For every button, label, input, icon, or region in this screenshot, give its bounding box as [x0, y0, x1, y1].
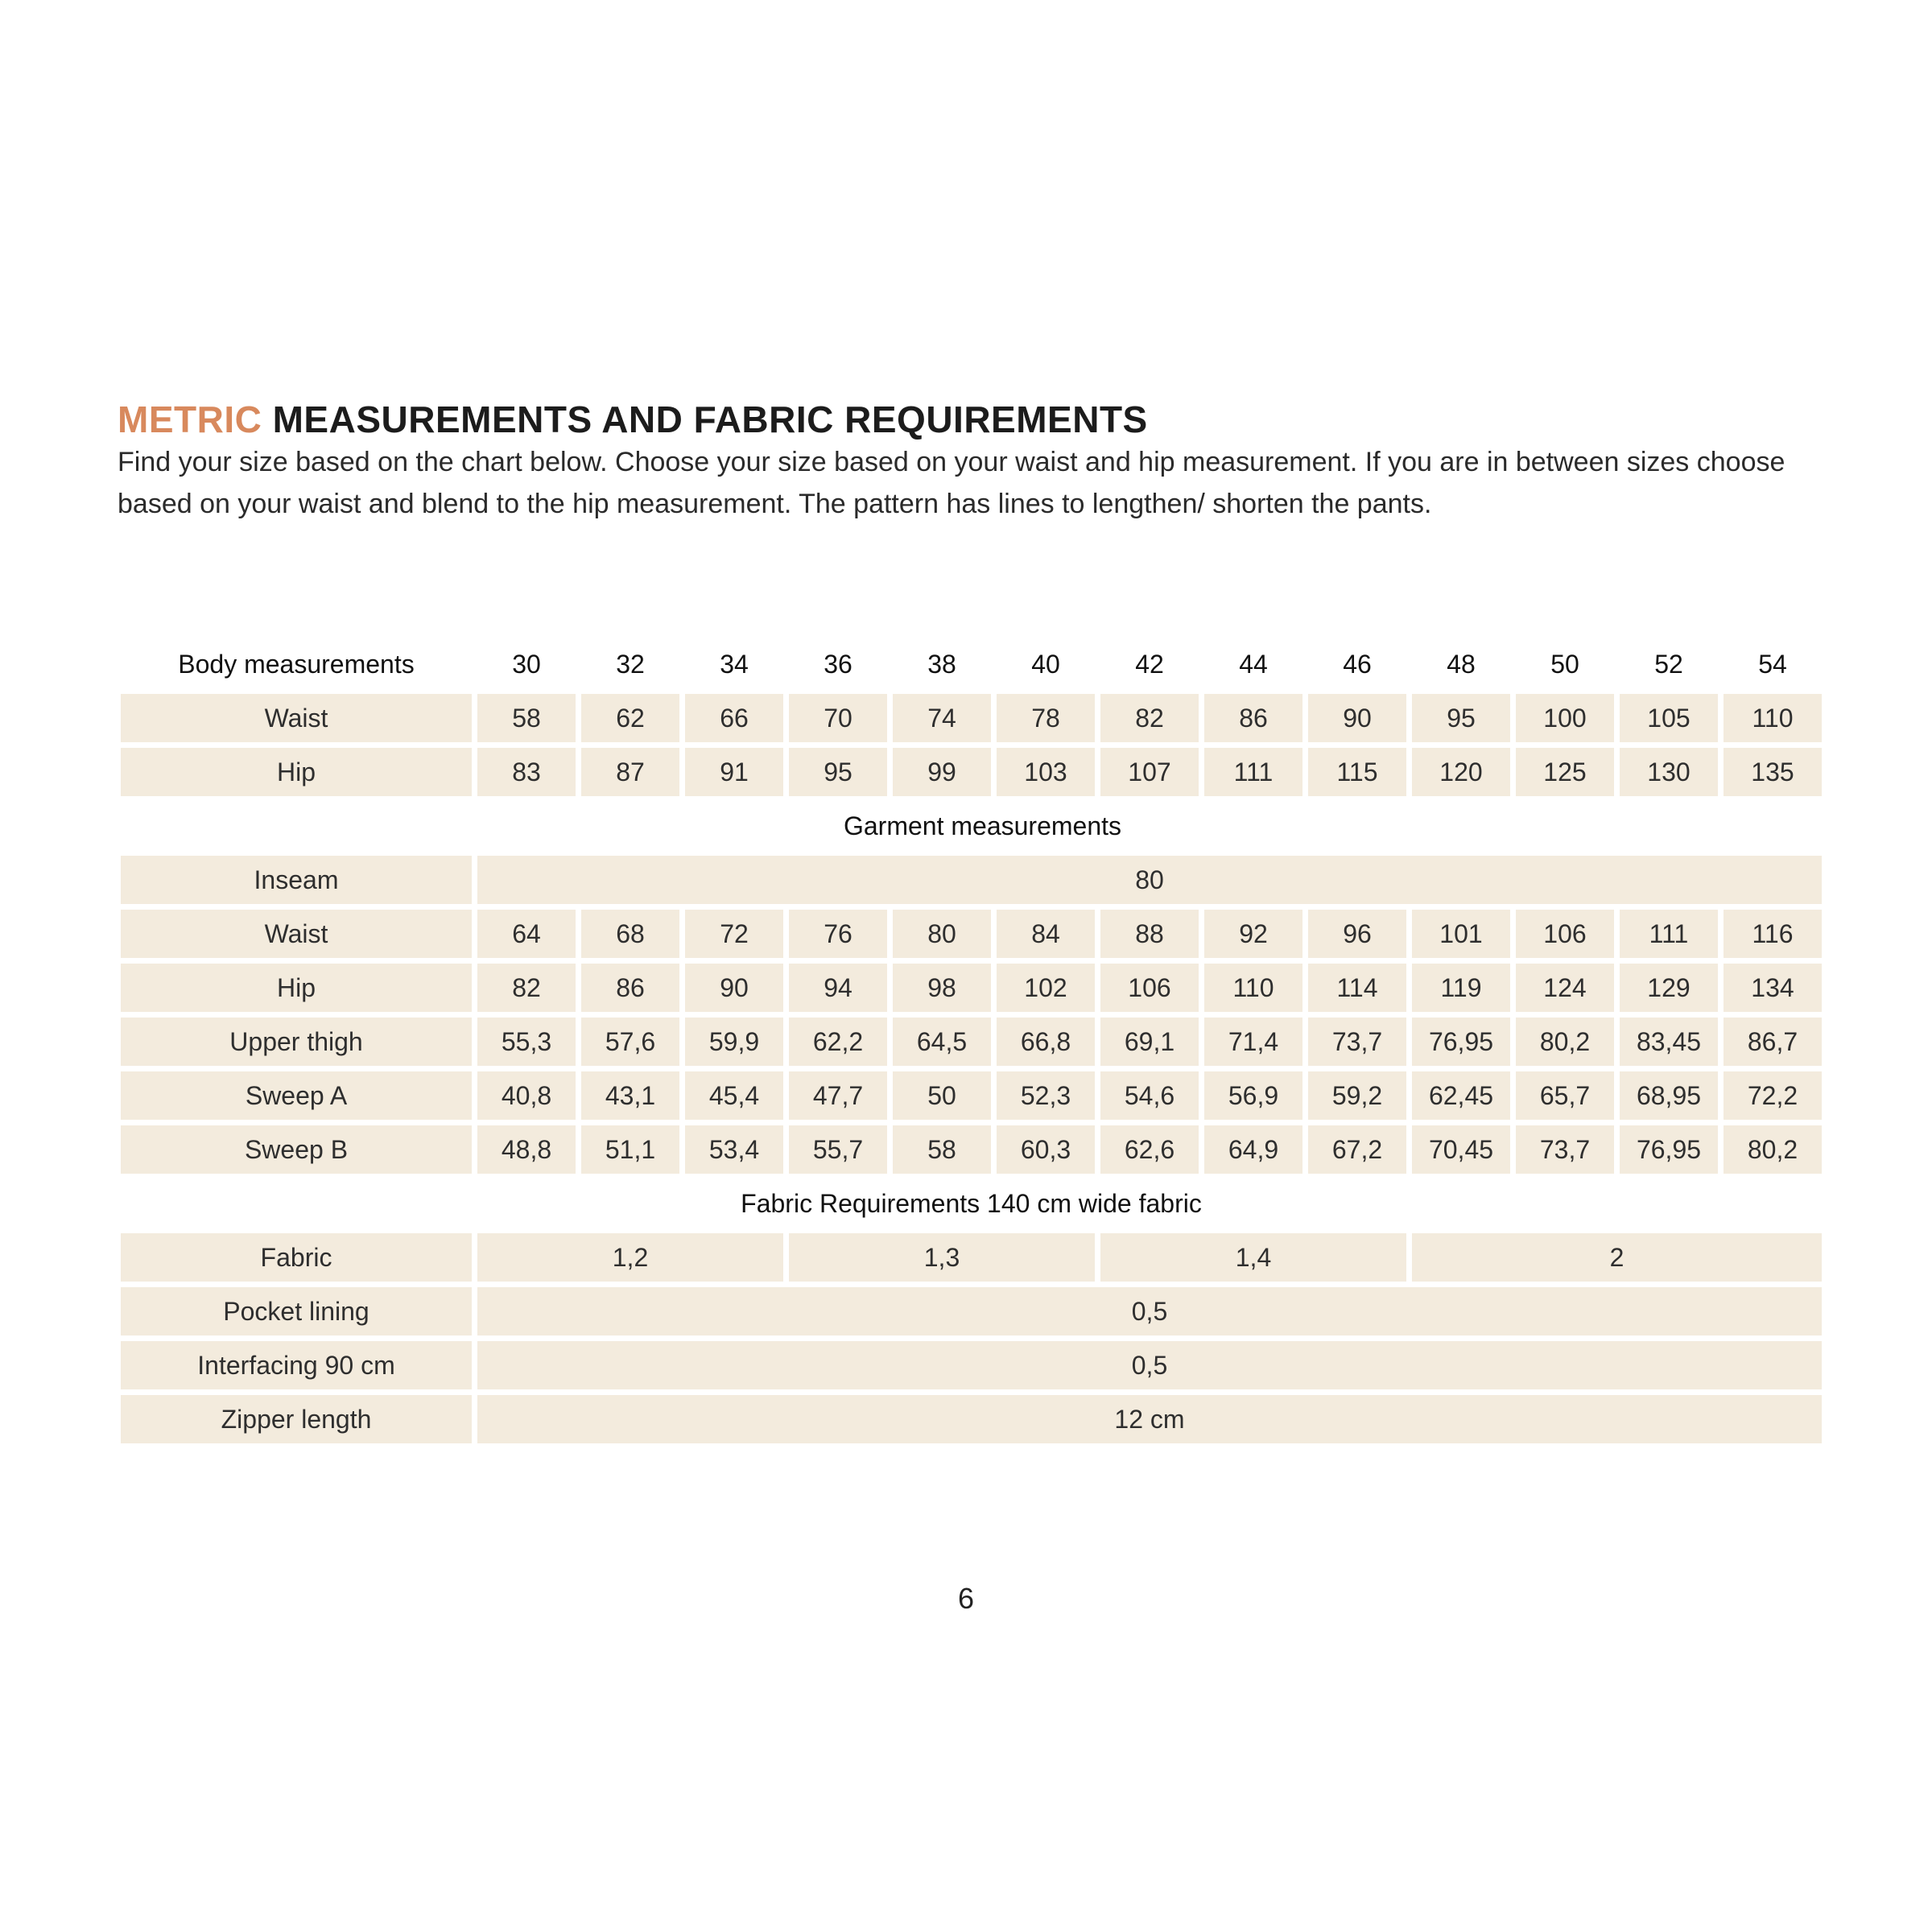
table-cell: 78 [997, 694, 1095, 742]
table-cell: 96 [1308, 910, 1406, 958]
table-cell: 102 [997, 964, 1095, 1012]
table-cell: 58 [477, 694, 576, 742]
table-cell: 64,5 [893, 1018, 991, 1066]
table-cell: 92 [1204, 910, 1302, 958]
table-cell: 68 [581, 910, 679, 958]
table-cell: 67,2 [1308, 1125, 1406, 1174]
body-row-hip [121, 748, 1822, 796]
table-cell: 82 [477, 964, 576, 1012]
table-cell: 135 [1724, 748, 1822, 796]
table-cell: 86 [581, 964, 679, 1012]
size-header: 46 [1343, 649, 1372, 679]
table-cell: 105 [1620, 694, 1718, 742]
row-label: Fabric [121, 1233, 472, 1282]
table-cell: 80,2 [1724, 1125, 1822, 1174]
section-title-body: Body measurements [178, 649, 415, 679]
row-label: Sweep B [121, 1125, 472, 1174]
table-cell: 80 [477, 856, 1822, 904]
table-cell: 69,1 [1100, 1018, 1199, 1066]
table-cell: 95 [1412, 694, 1510, 742]
table-cell: 53,4 [685, 1125, 783, 1174]
row-label: Hip [121, 964, 472, 1012]
title-rest: MEASUREMENTS AND FABRIC REQUIREMENTS [272, 398, 1148, 440]
table-cell: 82 [1100, 694, 1199, 742]
table-cell: 94 [789, 964, 887, 1012]
garment-row-hip [121, 964, 1822, 1012]
table-cell: 71,4 [1204, 1018, 1302, 1066]
size-header: 48 [1447, 649, 1476, 679]
table-cell: 40,8 [477, 1071, 576, 1120]
table-cell: 47,7 [789, 1071, 887, 1120]
table-cell: 72 [685, 910, 783, 958]
table-cell: 62,6 [1100, 1125, 1199, 1174]
size-header: 30 [512, 649, 541, 679]
table-cell: 74 [893, 694, 991, 742]
row-label: Interfacing 90 cm [121, 1341, 472, 1389]
page-title [118, 398, 1148, 441]
table-cell: 57,6 [581, 1018, 679, 1066]
table-cell: 100 [1516, 694, 1614, 742]
table-cell: 70 [789, 694, 887, 742]
table-cell: 64,9 [1204, 1125, 1302, 1174]
table-cell: 101 [1412, 910, 1510, 958]
table-cell: 59,9 [685, 1018, 783, 1066]
table-cell: 103 [997, 748, 1095, 796]
fabric-row-fabric [121, 1233, 1822, 1282]
table-cell: 0,5 [477, 1287, 1822, 1335]
section-title-fabric: Fabric Requirements 140 cm wide fabric [741, 1188, 1202, 1218]
table-cell: 70,45 [1412, 1125, 1510, 1174]
row-label: Sweep A [121, 1071, 472, 1120]
table-cell: 1,2 [477, 1233, 783, 1282]
table-cell: 43,1 [581, 1071, 679, 1120]
table-cell: 134 [1724, 964, 1822, 1012]
table-cell: 115 [1308, 748, 1406, 796]
table-cell: 65,7 [1516, 1071, 1614, 1120]
body-measurements-header [121, 640, 1822, 688]
table-cell: 2 [1412, 1233, 1822, 1282]
garment-measurements-header [121, 802, 1822, 850]
row-label: Waist [121, 694, 472, 742]
size-header: 54 [1758, 649, 1787, 679]
table-cell: 55,7 [789, 1125, 887, 1174]
table-cell: 120 [1412, 748, 1510, 796]
table-cell: 1,4 [1100, 1233, 1406, 1282]
table-cell: 95 [789, 748, 887, 796]
table-cell: 62,45 [1412, 1071, 1510, 1120]
table-cell: 114 [1308, 964, 1406, 1012]
table-cell: 0,5 [477, 1341, 1822, 1389]
row-label: Upper thigh [121, 1018, 472, 1066]
table-cell: 64 [477, 910, 576, 958]
table-cell: 52,3 [997, 1071, 1095, 1120]
garment-row-sweep-b [121, 1125, 1822, 1174]
garment-row-sweep-a [121, 1071, 1822, 1120]
table-cell: 119 [1412, 964, 1510, 1012]
table-cell: 84 [997, 910, 1095, 958]
table-cell: 129 [1620, 964, 1718, 1012]
table-cell: 80,2 [1516, 1018, 1614, 1066]
size-header: 50 [1550, 649, 1579, 679]
table-cell: 56,9 [1204, 1071, 1302, 1120]
size-header: 36 [824, 649, 852, 679]
table-cell: 60,3 [997, 1125, 1095, 1174]
table-cell: 73,7 [1308, 1018, 1406, 1066]
table-cell: 1,3 [789, 1233, 1095, 1282]
table-cell: 72,2 [1724, 1071, 1822, 1120]
fabric-row-zipper [121, 1395, 1822, 1443]
size-chart-table [115, 634, 1827, 1449]
table-cell: 73,7 [1516, 1125, 1614, 1174]
table-cell: 88 [1100, 910, 1199, 958]
row-label: Hip [121, 748, 472, 796]
table-cell: 124 [1516, 964, 1614, 1012]
table-cell: 62,2 [789, 1018, 887, 1066]
size-header: 38 [927, 649, 956, 679]
table-cell: 130 [1620, 748, 1718, 796]
table-cell: 68,95 [1620, 1071, 1718, 1120]
table-cell: 111 [1204, 748, 1302, 796]
table-cell: 90 [685, 964, 783, 1012]
size-header: 44 [1239, 649, 1268, 679]
table-cell: 12 cm [477, 1395, 1822, 1443]
size-header: 42 [1135, 649, 1164, 679]
page-number: 6 [957, 1582, 975, 1615]
table-cell: 62 [581, 694, 679, 742]
table-cell: 76,95 [1412, 1018, 1510, 1066]
table-cell: 90 [1308, 694, 1406, 742]
title-accent: METRIC [118, 398, 262, 440]
table-cell: 106 [1100, 964, 1199, 1012]
table-cell: 111 [1620, 910, 1718, 958]
row-label: Inseam [121, 856, 472, 904]
table-cell: 66 [685, 694, 783, 742]
table-cell: 45,4 [685, 1071, 783, 1120]
table-cell: 86,7 [1724, 1018, 1822, 1066]
table-cell: 76,95 [1620, 1125, 1718, 1174]
table-cell: 110 [1204, 964, 1302, 1012]
table-cell: 107 [1100, 748, 1199, 796]
table-cell: 106 [1516, 910, 1614, 958]
table-cell: 86 [1204, 694, 1302, 742]
table-cell: 59,2 [1308, 1071, 1406, 1120]
table-cell: 99 [893, 748, 991, 796]
table-cell: 54,6 [1100, 1071, 1199, 1120]
table-cell: 48,8 [477, 1125, 576, 1174]
table-cell: 125 [1516, 748, 1614, 796]
garment-row-inseam [121, 856, 1822, 904]
table-cell: 66,8 [997, 1018, 1095, 1066]
row-label: Zipper length [121, 1395, 472, 1443]
table-cell: 110 [1724, 694, 1822, 742]
table-cell: 87 [581, 748, 679, 796]
size-header: 32 [616, 649, 645, 679]
size-header: 34 [720, 649, 749, 679]
table-cell: 58 [893, 1125, 991, 1174]
table-cell: 83 [477, 748, 576, 796]
row-label: Waist [121, 910, 472, 958]
table-cell: 80 [893, 910, 991, 958]
table-cell: 51,1 [581, 1125, 679, 1174]
garment-row-waist [121, 910, 1822, 958]
table-cell: 55,3 [477, 1018, 576, 1066]
table-cell: 50 [893, 1071, 991, 1120]
table-cell: 91 [685, 748, 783, 796]
fabric-row-pocket-lining [121, 1287, 1822, 1335]
intro-paragraph: Find your size based on the chart below. Choose your size based on your waist and hip measurement. If you are in between sizes choose based on your waist and blend to the hip measurement. The pattern has lines to lengthen/ shorten the pants. [118, 447, 1785, 519]
fabric-requirements-header [121, 1179, 1822, 1228]
body-row-waist [121, 694, 1822, 742]
row-label: Pocket lining [121, 1287, 472, 1335]
fabric-row-interfacing [121, 1341, 1822, 1389]
table-cell: 116 [1724, 910, 1822, 958]
size-header: 52 [1654, 649, 1683, 679]
table-cell: 83,45 [1620, 1018, 1718, 1066]
garment-row-upper-thigh [121, 1018, 1822, 1066]
size-header: 40 [1031, 649, 1060, 679]
table-cell: 98 [893, 964, 991, 1012]
table-cell: 76 [789, 910, 887, 958]
section-title-garment: Garment measurements [843, 811, 1121, 840]
